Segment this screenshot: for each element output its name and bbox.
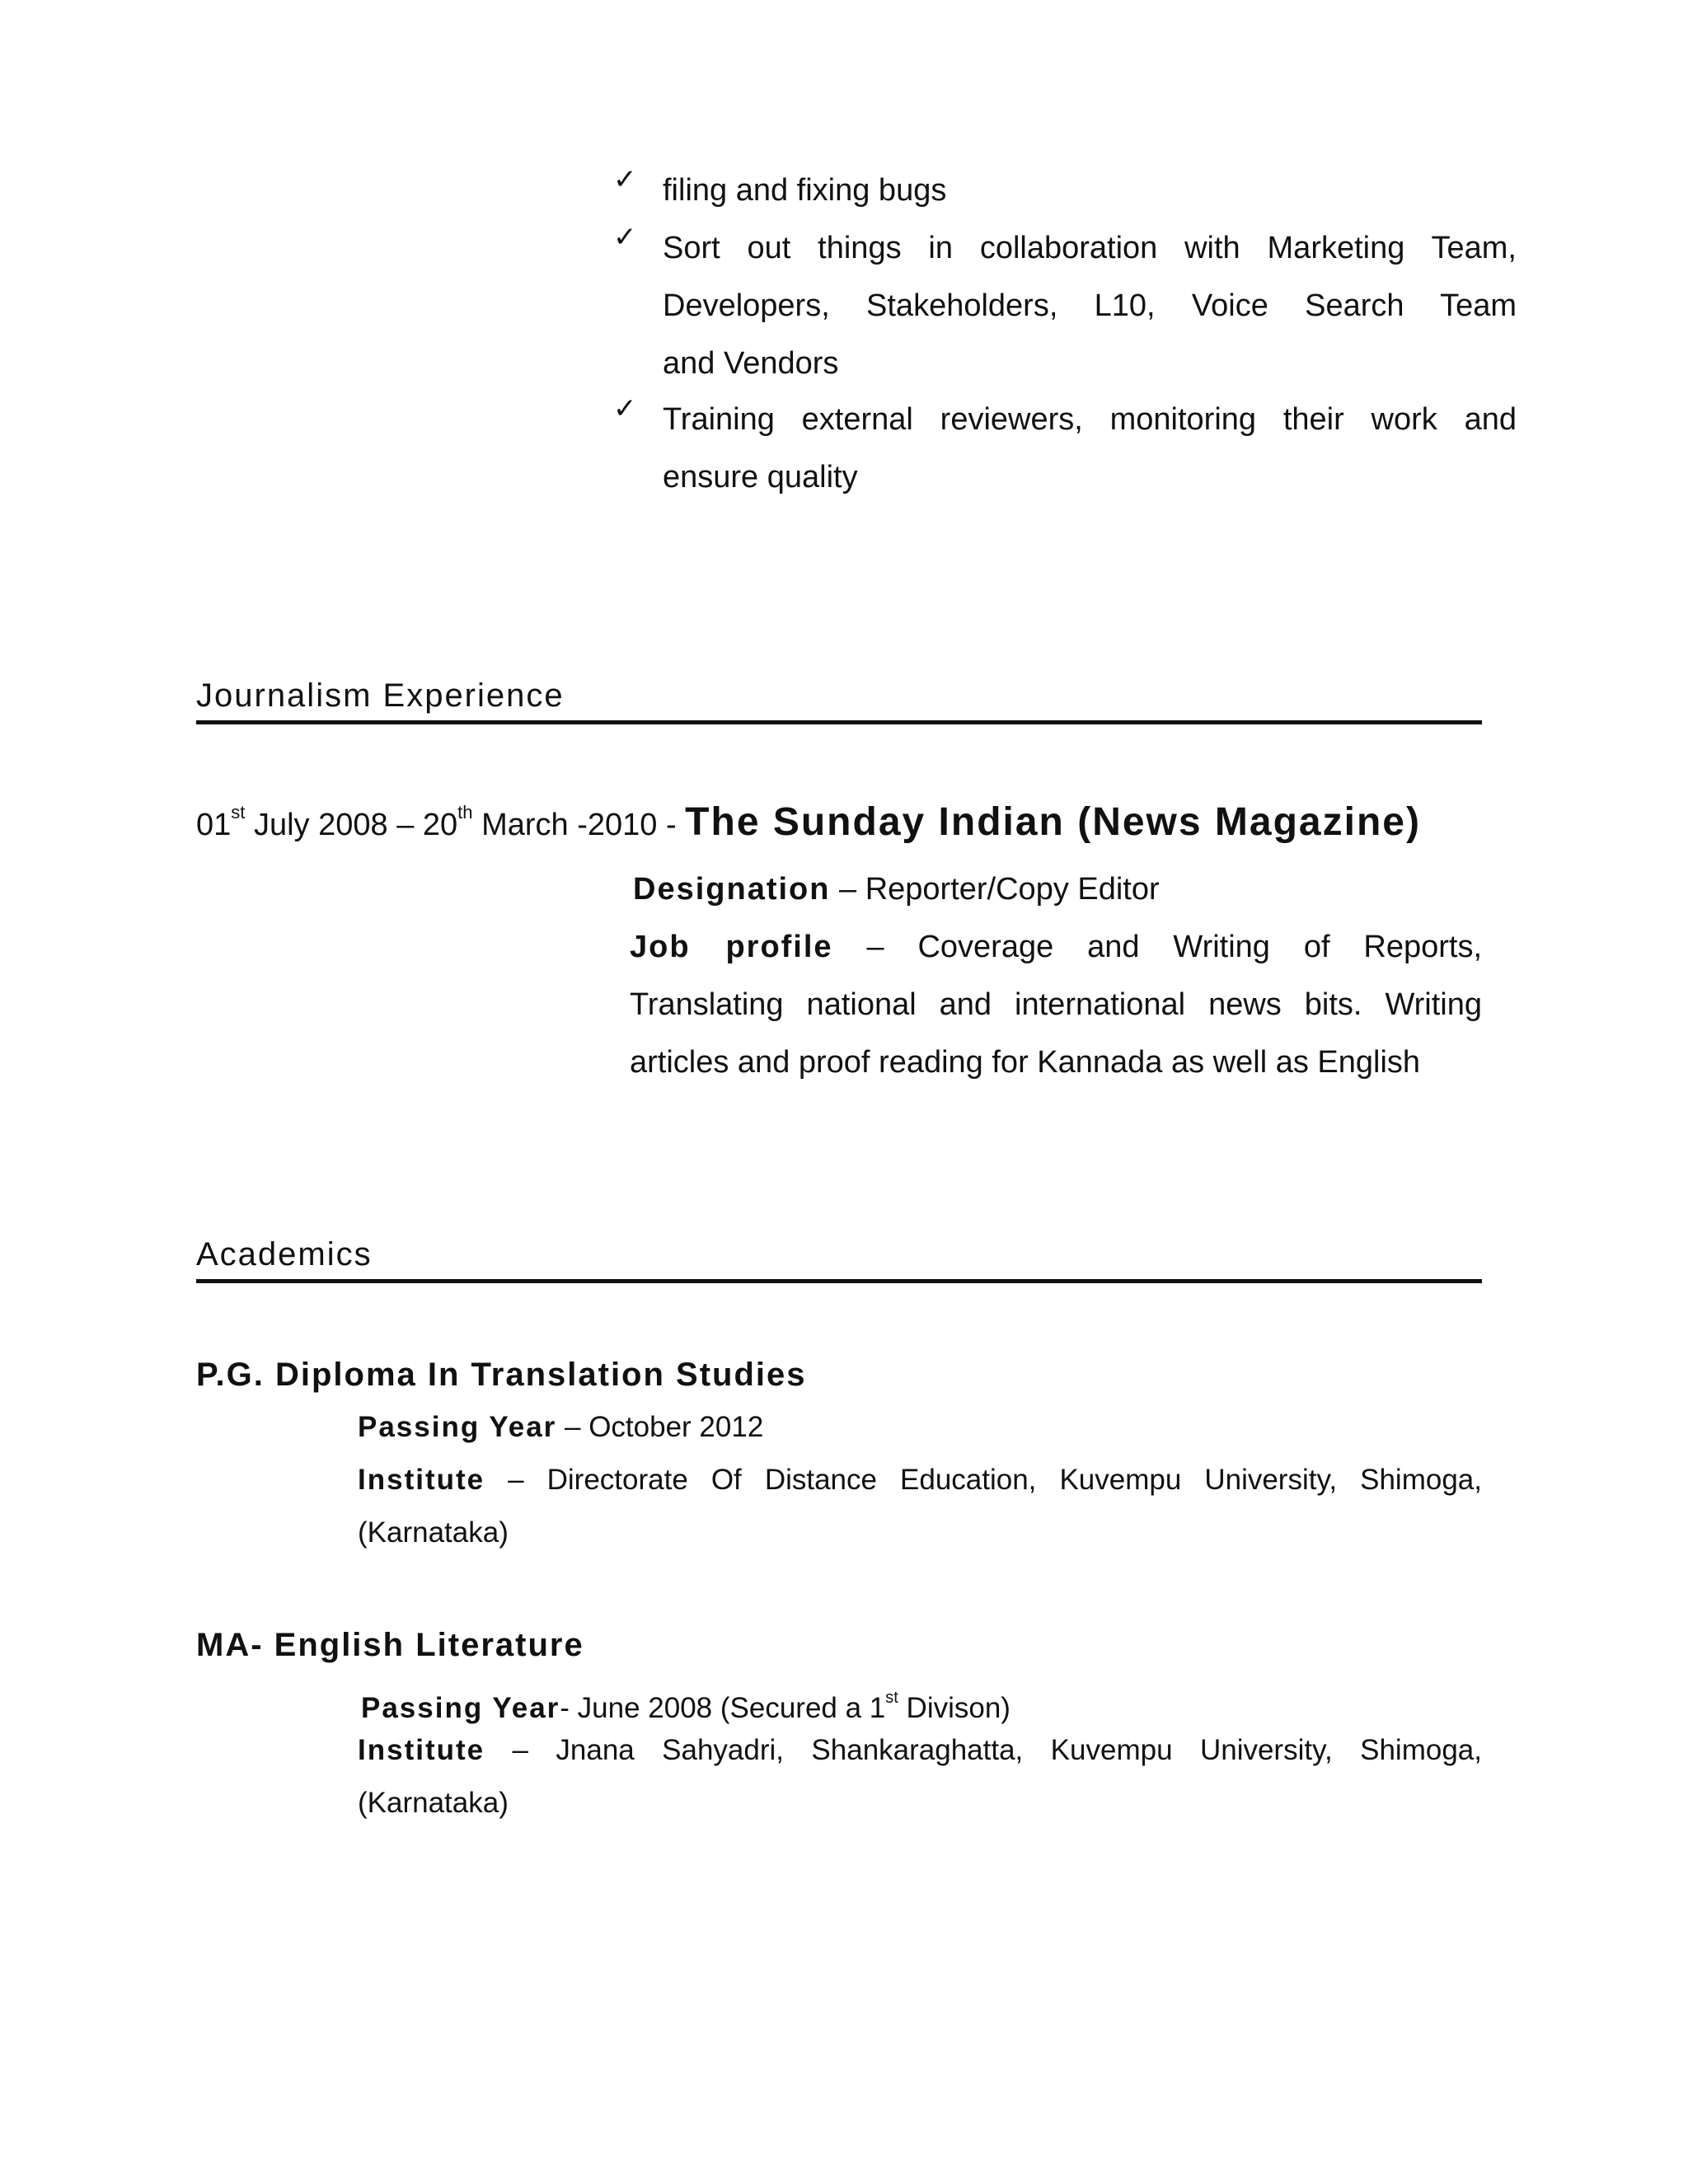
date-ordinal: th xyxy=(457,802,473,823)
designation-line xyxy=(633,860,1485,918)
institute-text: – Jnana Sahyadri, Shankaraghatta, Kuvempu University, Shimoga, xyxy=(512,1734,1482,1766)
passing-year-value: - June 2008 (Secured a 1 xyxy=(560,1692,886,1724)
institute-line: (Karnataka) xyxy=(358,1787,509,1819)
ordinal: st xyxy=(885,1689,898,1707)
passing-year-value: – October 2012 xyxy=(556,1411,764,1443)
degree-title: MA- English Literature xyxy=(196,1627,584,1663)
designation-label: Designation xyxy=(633,872,831,907)
institute-label: Institute xyxy=(358,1464,485,1496)
job-profile-text: – Coverage and Writing of Reports, xyxy=(866,930,1483,964)
bullet-line: Training external reviewers, monitoring their work and xyxy=(663,402,1517,437)
institute-line: (Karnataka) xyxy=(358,1516,509,1549)
date-middle: July 2008 – 20 xyxy=(245,808,458,842)
bullet-text xyxy=(663,162,1517,219)
company-name: The Sunday Indian (News Magazine) xyxy=(685,800,1421,844)
institute-line xyxy=(358,1724,1482,1777)
degree-title: P.G. Diploma In Translation Studies xyxy=(196,1357,807,1393)
date-start-day: 01 xyxy=(196,808,232,842)
experience-heading xyxy=(196,799,1421,845)
checkmark-icon: ✓ xyxy=(613,221,637,254)
passing-year-value: Divison) xyxy=(898,1692,1010,1724)
bullet-line: filing and fixing bugs xyxy=(663,173,947,208)
job-profile-line: articles and proof reading for Kannada as well as English xyxy=(630,1045,1421,1080)
bullet-line: and Vendors xyxy=(663,346,839,381)
job-profile-line: Translating national and international news bits. Writing xyxy=(630,987,1482,1022)
section-divider xyxy=(196,720,1482,724)
section-title-academics: Academics xyxy=(196,1236,373,1272)
bullet-text xyxy=(663,391,1517,506)
job-profile-line xyxy=(630,918,1482,976)
bullet-line: ensure quality xyxy=(663,460,858,494)
bullet-line: Developers, Stakeholders, L10, Voice Search Team xyxy=(663,288,1517,323)
designation-value: – Reporter/Copy Editor xyxy=(830,872,1160,907)
institute-line xyxy=(358,1454,1482,1507)
passing-year-label: Passing Year xyxy=(358,1411,557,1443)
job-profile xyxy=(630,918,1482,1091)
institute xyxy=(358,1724,1482,1830)
institute-label: Institute xyxy=(358,1734,485,1766)
job-profile-label: Job profile xyxy=(630,930,833,964)
institute-text: – Directorate Of Distance Education, Kuvempu University, Shimoga, xyxy=(508,1464,1482,1496)
checkmark-icon: ✓ xyxy=(613,163,637,196)
date-end: March -2010 - xyxy=(472,808,686,842)
passing-year-label: Passing Year xyxy=(361,1692,560,1724)
section-divider xyxy=(196,1279,1482,1283)
checkmark-icon: ✓ xyxy=(613,392,637,425)
bullet-text xyxy=(663,219,1517,392)
institute xyxy=(358,1454,1482,1559)
bullet-line: Sort out things in collaboration with Marketing Team, xyxy=(663,231,1517,265)
date-ordinal: st xyxy=(231,802,246,823)
section-title-journalism: Journalism Experience xyxy=(196,677,565,714)
passing-year xyxy=(358,1401,1482,1454)
